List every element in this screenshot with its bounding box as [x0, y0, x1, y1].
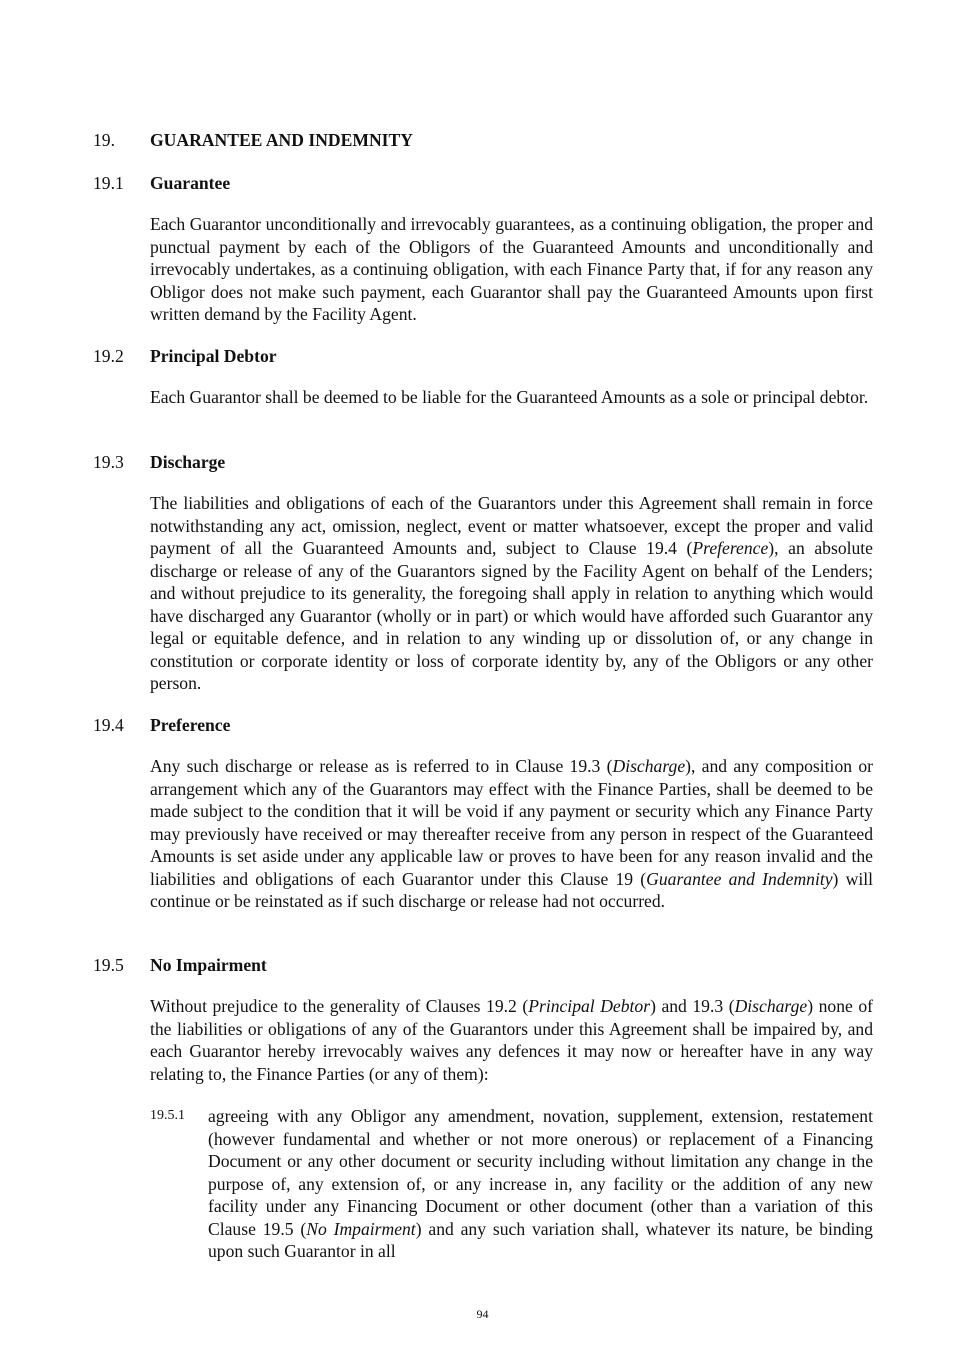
subclause-19-5-1	[150, 1105, 873, 1263]
clause-heading-no-impairment	[93, 954, 873, 977]
clause-title: No Impairment	[150, 955, 267, 975]
clause-paragraph-guarantee: Each Guarantor unconditionally and irrevocably guarantees, as a continuing obligation, the proper and punctual payment by each of the Obligors of the Guaranteed Amounts and unconditionally and irrevocably undertakes, as a continuing obligation, with each Finance Party that, if for any reason any Obligor does not make such payment, each Guarantor shall pay the Guaranteed Amounts upon first written demand by the Facility Agent.	[150, 214, 873, 324]
clause-number: 19.5	[93, 955, 124, 975]
clause-title: Discharge	[150, 452, 226, 472]
clause-number: 19.1	[93, 173, 124, 193]
text-run: ) and any such variation shall, whatever its nature, be binding upon such Guarantor in all	[208, 1218, 873, 1261]
section-title: GUARANTEE AND INDEMNITY	[150, 130, 413, 150]
clause-paragraph-no-impairment	[150, 995, 873, 1085]
clause-paragraph-preference	[150, 755, 873, 913]
clause-paragraph-discharge	[150, 492, 873, 695]
clause-number: 19.4	[93, 715, 124, 735]
text-run: agreeing with any Obligor any amendment, novation, supplement, extension, restatement (however fundamental and whether or not more onerous) or replacement of a Financing Document or any other document or security including without limitation any change in the purpose of, any extension of, or any increase in, any facility or the addition of any new facility under any Financing Document or other document (other than a variation of this Clause 19.5 (	[208, 1106, 873, 1239]
clause-paragraph-principal-debtor: Each Guarantor shall be deemed to be liable for the Guaranteed Amounts as a sole or principal debtor.	[150, 387, 869, 407]
cross-reference-title: No Impairment	[306, 1218, 416, 1239]
clause-title: Preference	[150, 715, 231, 735]
clause-title: Principal Debtor	[150, 346, 277, 366]
subclause-text	[208, 1105, 873, 1263]
cross-reference-title: Preference	[692, 538, 769, 558]
clause-title: Guarantee	[150, 173, 231, 193]
clause-heading-preference	[93, 714, 873, 737]
cross-reference-title: Principal Debtor	[528, 996, 651, 1016]
text-run: Without prejudice to the generality of Clauses 19.2 (	[150, 996, 529, 1016]
cross-reference-title: Discharge	[612, 756, 686, 776]
clause-heading-guarantee	[93, 172, 873, 195]
text-run: ) none of the liabilities or obligations of any of the Guarantors under this Agreement shall be impaired by, and each Guarantor hereby irrevocably waives any defences it may now or hereafter have in any way relating to, the Finance Parties (or any of them):	[150, 996, 874, 1084]
text-run: ), and any composition or arrangement which any of the Guarantors may effect with the Finance Parties, shall be deemed to be made subject to the condition that it will be void if any payment or security which any Finance Party may previously have received or may thereafter receive from any person in respect of the Guaranteed Amounts is set aside under any applicable law or proves to have been for any reason invalid and the liabilities and obligations of each Guarantor under this Clause 19 (	[150, 756, 873, 889]
clause-heading-principal-debtor	[93, 345, 873, 368]
text-run: ) will continue or be reinstated as if such discharge or release had not occurred.	[150, 868, 873, 911]
cross-reference-title: Discharge	[734, 996, 808, 1016]
section-number: 19.	[93, 130, 115, 150]
clause-number: 19.2	[93, 346, 124, 366]
clause-heading-discharge	[93, 451, 873, 474]
page-number: 94	[476, 1307, 489, 1321]
clause-number: 19.3	[93, 452, 124, 472]
text-run: Any such discharge or release as is referred to in Clause 19.3 (	[150, 756, 613, 776]
subclause-number: 19.5.1	[150, 1108, 185, 1123]
text-run: The liabilities and obligations of each of the Guarantors under this Agreement shall remain in force notwithstanding any act, omission, neglect, event or matter whatsoever, except the proper and valid payment of all the Guaranteed Amounts and, subject to Clause 19.4 (	[150, 493, 873, 558]
text-run: ), an absolute discharge or release of any of the Guarantors signed by the Facility Agent on behalf of the Lenders; and without prejudice to its generality, the foregoing shall apply in relation to anything which would have discharged any Guarantor (wholly or in part) or which would have afforded such Guarantor any legal or equitable defence, and in relation to any winding up or dissolution of, or any change in constitution or corporate identity or loss of corporate identity by, any of the Obligors or any other person.	[150, 538, 873, 693]
text-run: ) and 19.3 (	[650, 996, 735, 1016]
cross-reference-title: Guarantee and Indemnity	[646, 868, 833, 889]
section-heading	[93, 129, 873, 152]
